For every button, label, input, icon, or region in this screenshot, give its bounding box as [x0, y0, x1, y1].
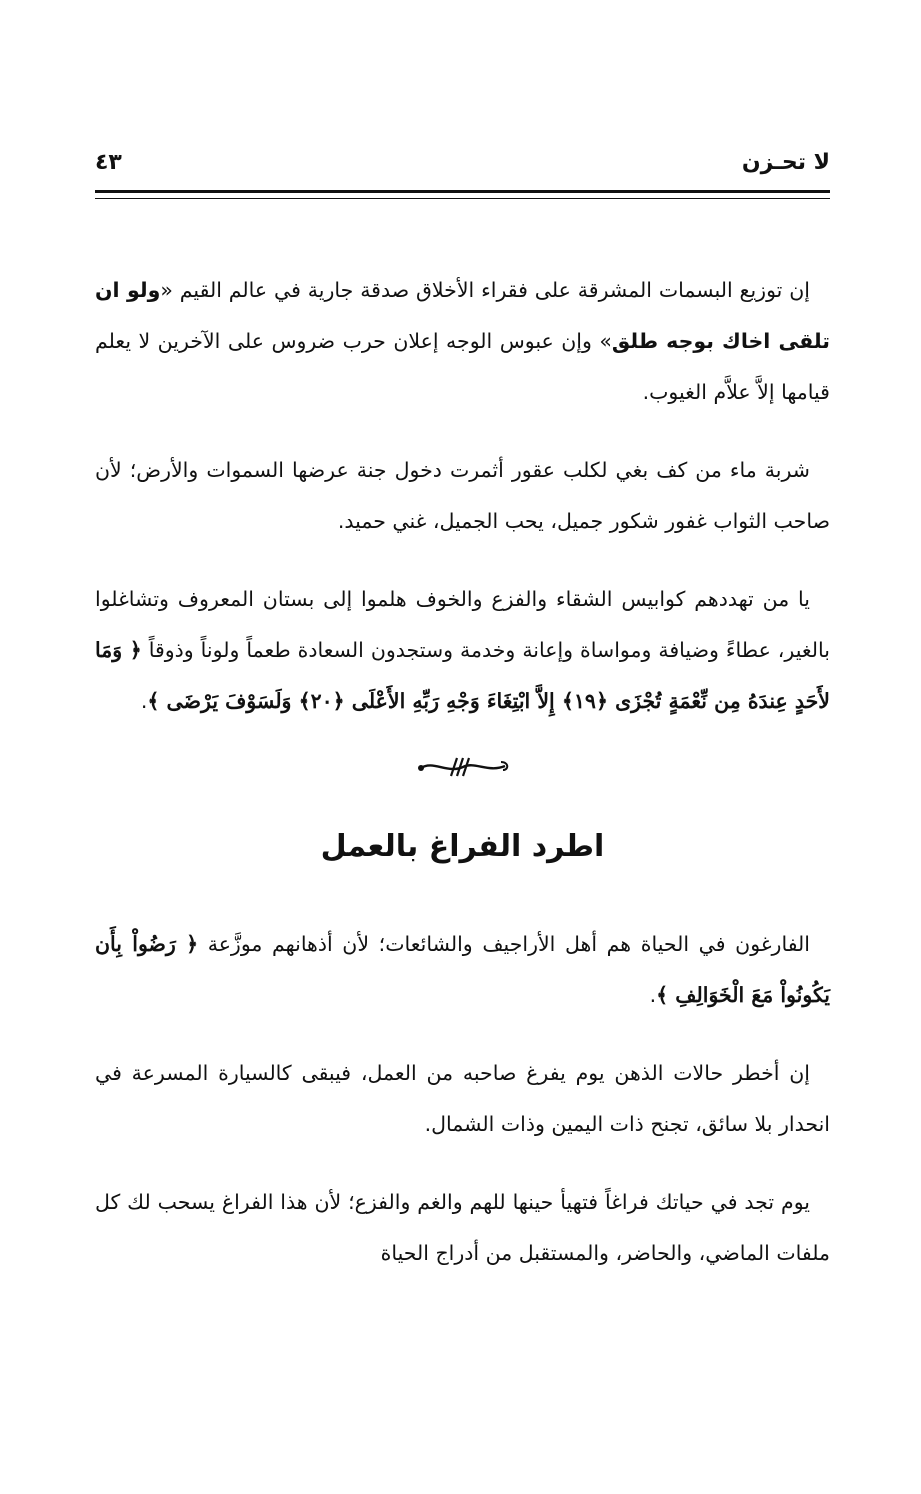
paragraph-water: شربة ماء من كف بغي لكلب عقور أثمرت دخول جنة عرضها السموات والأرض؛ لأن صاحب الثواب غفور شكور جميل، يحب الجميل، غني حميد. [95, 458, 830, 533]
ornament-divider-icon [413, 754, 513, 780]
paragraph-mind: إن أخطر حالات الذهن يوم يفرغ صاحبه من العمل، فيبقى كالسيارة المسرعة في انحدار بلا سائق، تجنح ذات اليمين وذات الشمال. [95, 1061, 830, 1136]
page-header [95, 150, 830, 184]
page-number: ٤٣ [95, 150, 122, 175]
running-title: لا تحـزن [741, 150, 830, 175]
paragraph-nightmares: يا من تهددهم كوابيس الشقاء والفزع والخوف هلموا إلى بستان المعروف وتشاغلوا بالغير، عطاءً وضيافة ومواساة وإعانة وخدمة وستجدون السعادة طعماً ولوناً وذوقاً ﴿ وَمَا لأَحَدٍ عِندَهُ مِن نِّعْمَةٍ تُجْزَى ﴿١٩﴾ إِلاَّ ابْتِغَاءَ وَجْهِ رَبِّهِ الأَعْلَى ﴿٢٠﴾ وَلَسَوْفَ يَرْضَى ﴾. [95, 587, 830, 713]
paragraph-smiles: إن توزيع البسمات المشرقة على فقراء الأخلاق صدقة جارية في عالم القيم «ولو ان تلقى اخاك بوجه طلق» وإن عبوس الوجه إعلان حرب ضروس على الآخرين لا يعلم قيامها إلاَّ علاَّم الغيوب. [95, 278, 830, 404]
quran-verse: ﴿ رَضُواْ بِأَن يَكُونُواْ مَعَ الْخَوَالِفِ ﴾ [95, 932, 830, 1007]
paragraph-emptiness: يوم تجد في حياتك فراغاً فتهيأ حينها للهم والغم والفزع؛ لأن هذا الفراغ يسحب لك كل ملفات الماضي، والحاضر، والمستقبل من أدراج الحياة [95, 1190, 830, 1265]
section-title: اطرد الفراغ بالعمل [320, 829, 605, 864]
hadith-quote: ولو ان تلقى اخاك بوجه طلق [95, 278, 830, 353]
page-body [95, 265, 830, 1306]
paragraph-idle: الفارغون في الحياة هم أهل الأراجيف والشائعات؛ لأن أذهانهم موزَّعة ﴿ رَضُواْ بِأَن يَكُونُواْ مَعَ الْخَوَالِفِ ﴾. [95, 932, 830, 1007]
header-rule-thick [95, 190, 830, 193]
quran-verse: ﴿ وَمَا لأَحَدٍ عِندَهُ مِن نِّعْمَةٍ تُجْزَى ﴿١٩﴾ إِلاَّ ابْتِغَاءَ وَجْهِ رَبِّهِ الأَعْلَى ﴿٢٠﴾ وَلَسَوْفَ يَرْضَى ﴾ [95, 638, 830, 713]
header-rule-thin [95, 198, 830, 199]
